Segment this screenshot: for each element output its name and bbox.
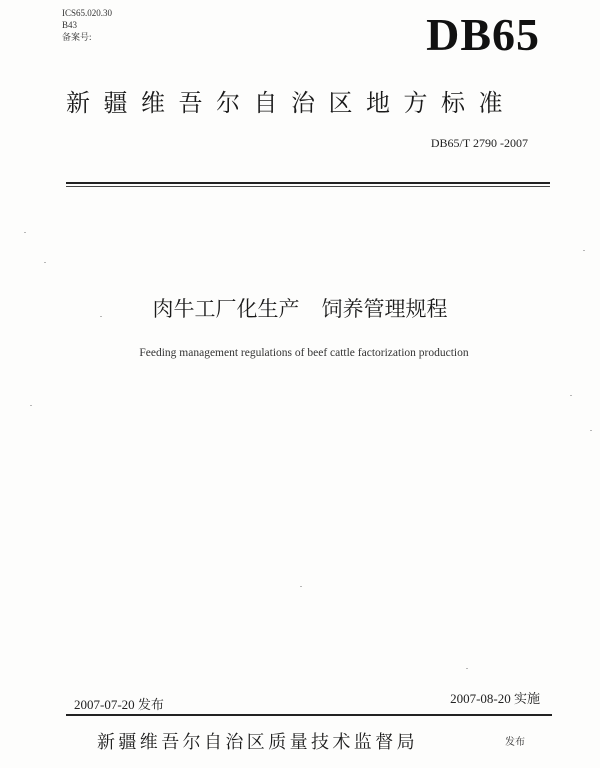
filing-number-label: 备案号: [62, 32, 92, 42]
scan-speck [466, 668, 468, 669]
title-english: Feeding management regulations of beef cattle factorization production [139, 347, 469, 359]
ccs-code: B43 [62, 20, 78, 30]
scan-speck [590, 430, 592, 431]
standard-number: DB65/T 2790 -2007 [430, 136, 528, 150]
header-divider-thin [66, 186, 550, 187]
standard-code-logo: DB65 [426, 9, 540, 60]
footer-divider [66, 714, 552, 716]
scan-speck [44, 262, 46, 263]
publisher-name: 新疆维吾尔自治区质量技术监督局 [97, 732, 418, 753]
title-chinese [0, 293, 600, 323]
ics-code: ICS65.020.30 [62, 8, 113, 18]
title-chinese-part-2: 饲养管理规程 [321, 297, 448, 321]
scan-speck [300, 586, 302, 587]
implementation-date: 2007-08-20 实施 [450, 691, 540, 706]
issuing-authority-heading: 新疆维吾尔自治区地方标准 [66, 89, 516, 117]
scan-speck [583, 250, 585, 251]
header-divider [66, 182, 550, 184]
scan-speck [100, 316, 102, 317]
scan-speck [24, 232, 26, 233]
scan-speck [30, 405, 32, 406]
issue-date: 2007-07-20 发布 [74, 697, 164, 712]
publish-label: 发布 [505, 737, 525, 748]
scan-speck [570, 395, 572, 396]
title-chinese-part-1: 肉牛工厂化生产 [152, 297, 300, 321]
